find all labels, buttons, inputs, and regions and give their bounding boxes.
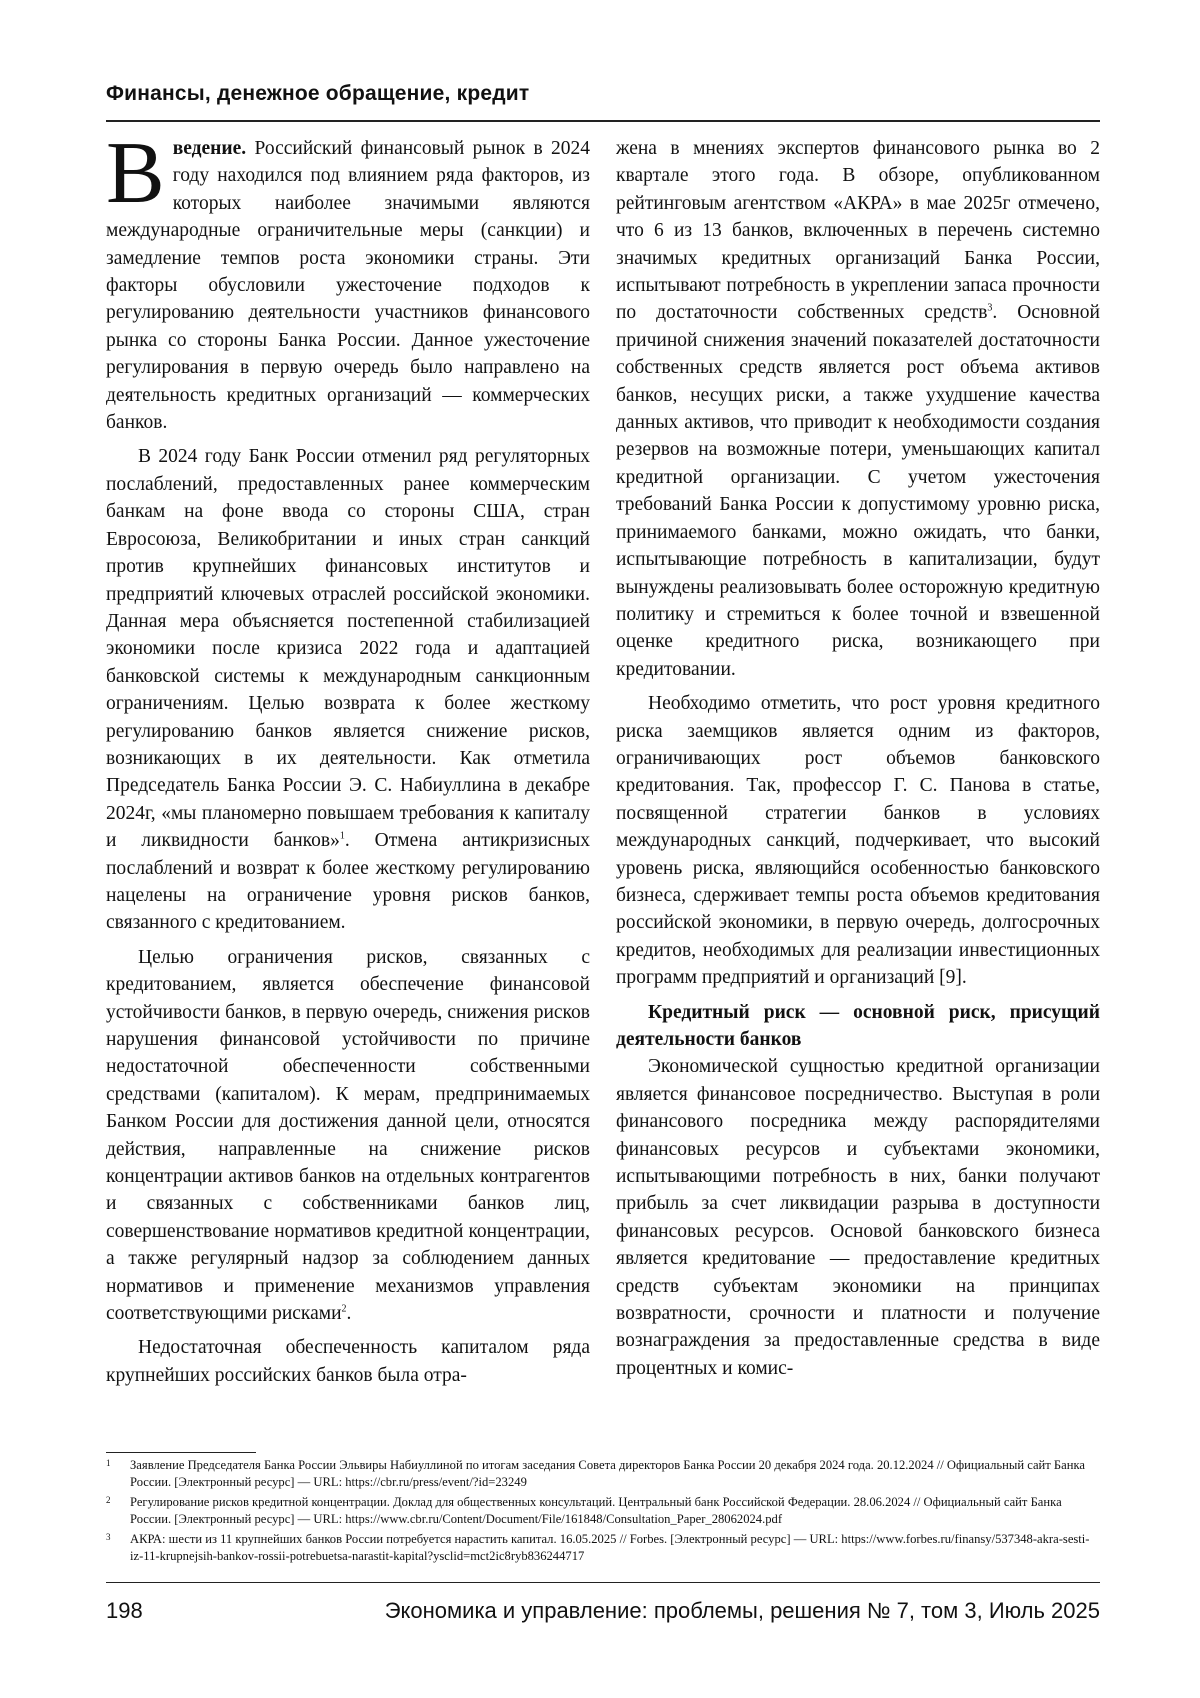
intro-paragraph <box>106 125 590 436</box>
paragraph-text: В 2024 году Банк России отменил ряд регуляторных послаблений, предоставленных ранее коммерческим банкам на фоне ввода со стороны США, стран Евросоюза, Великобритании и иных стран санкций против крупнейших финансовых институтов и предприятий ключевых отраслей российской экономики. Данная мера объясняется постепенной стабилизацией экономики после кризиса 2022 года и адаптацией банковской системы к международным санкционным ограничениям. Целью возврата к более жесткому регулированию банков является снижение рисков, возникающих в их деятельности. Как отметила Председатель Банка России Э. С. Набиуллина в декабре 2024г, «мы планомерно повышаем требования к капиталу и ликвидности банков» <box>106 446 590 852</box>
body-paragraph <box>106 443 590 936</box>
body-paragraph <box>106 1334 590 1389</box>
paragraph-text: Необходимо отметить, что рост уровня кредитного риска заемщиков является одним из факторов, ограничивающих рост объемов банковского кредитования. Так, профессор Г. С. Панова в статье, посвященной стратегии банков в условиях международных санкций, подчеркивает, что высокий уровень риска, являющийся особенностью банковского бизнеса, сдерживает темпы роста объемов кредитования российской экономики, в первую очередь, долгосрочных кредитов, необходимых для реализации инвестиционных программ предприятий и организаций [9]. <box>616 693 1100 989</box>
body-paragraph <box>616 1053 1100 1382</box>
footnote-divider <box>106 1452 256 1453</box>
footnote-number: 2 <box>106 1494 111 1505</box>
footnote-text: АКРА: шести из 11 крупнейших банков России потребуется нарастить капитал. 16.05.2025 // Forbes. [Электронный ресурс] — URL: https://www.forbes.ru/finansy/537348-akra-sesti-iz-11-krupnejsih-bankov-rossii-potrebuetsa-narastit-kapital?ysclid=mct2ic8ryb836244717 <box>130 1531 1090 1564</box>
footnotes <box>106 1457 1100 1567</box>
dropcap-letter: В <box>106 125 165 222</box>
journal-citation: Экономика и управление: проблемы, решения № 7, том 3, Июль 2025 <box>384 1598 1100 1623</box>
paragraph-text: . <box>346 1303 352 1325</box>
right-column <box>616 135 1100 1389</box>
footnote-number: 3 <box>106 1531 111 1542</box>
paragraph-text: жена в мнениях экспертов финансового рынка во 2 квартале этого года. В обзоре, опубликованном рейтинговым агентством «АКРА» в мае 2025г отмечено, что 6 из 13 банков, включенных в перечень системно значимых кредитных организаций Банка России, испытывают потребность в укреплении запаса прочности по достаточности собственных средств <box>616 138 1100 324</box>
footnote <box>106 1531 1100 1566</box>
footer-divider <box>106 1582 1100 1583</box>
footnote-ref[interactable]: 3 <box>987 302 993 314</box>
body-paragraph <box>106 944 590 1328</box>
paragraph-text: Целью ограничения рисков, связанных с кредитованием, является обеспечение финансовой устойчивости банков, в первую очередь, снижения рисков нарушения финансовой устойчивости по причине недостаточной обеспеченности собственными средствами (капиталом). К мерам, предпринимаемых Банком России для достижения данной цели, относятся действия, направленные на снижение рисков концентрации активов банков на отдельных контрагентов и связанных с собственниками банков лиц, совершенствование нормативов кредитной концентрации, а также регулярный надзор за соблюдением данных нормативов и применение механизмов управления соответствующими рисками <box>106 946 590 1325</box>
footnote-text: Регулирование рисков кредитной концентрации. Доклад для общественных консультаций. Центральный банк Российской Федерации. 28.06.2024 // Официальный сайт Банка России. [Электронный ресурс] — URL: https://www.cbr.ru/Content/Document/File/161848/Consultation_Paper_28062024.pdf <box>130 1494 1062 1527</box>
left-column <box>106 125 590 1396</box>
footnote-number: 1 <box>106 1458 111 1468</box>
footnote-ref[interactable]: 2 <box>341 1303 347 1315</box>
section-subheading: Кредитный риск — основной риск, присущий деятельности банков <box>616 1001 1100 1050</box>
paragraph-text: . Основной причиной снижения значений показателей достаточности собственных средств является рост объема активов банков, несущих риски, а также ухудшение качества данных активов, что приводит к необходимости создания резервов на возможные потери, уменьшающих капитал кредитной организации. С учетом ужесточения требований Банка России к допустимому уровню риска, принимаемого банками, можно ожидать, что банки, испытывающие потребность в капитализации, будут вынуждены реализовывать более осторожную кредитную политику и стремиться к более точной и взвешенной оценке кредитного риска, возникающего при кредитовании. <box>616 302 1100 680</box>
body-paragraph <box>616 690 1100 991</box>
section-title: Финансы, денежное обращение, кредит <box>106 82 530 105</box>
intro-lead: ведение. <box>172 138 247 159</box>
header-divider <box>106 120 1100 122</box>
body-paragraph <box>616 135 1100 683</box>
footnote-text: Заявление Председателя Банка России Эльвиры Набиуллиной по итогам заседания Совета директоров Банка России 20 декабря 2024 года. 20.12.2024 // Официальный сайт Банка России. [Электронный ресурс] — URL: https://cbr.ru/press/event/?id=23249 <box>130 1458 1086 1490</box>
paragraph-text: Недостаточная обеспеченность капиталом ряда крупнейших российских банков была отра- <box>106 1337 590 1386</box>
intro-text: Российский финансовый рынок в 2024 году находился под влиянием ряда факторов, из которых наиболее значимыми являются международные ограничительные меры (санкции) и замедление темпов роста экономики страны. Эти факторы обусловили ужесточение подходов к регулированию деятельности участников финансового рынка со стороны Банка России. Данное ужесточение регулирования в первую очередь было направлено на деятельность кредитных организаций — коммерческих банков. <box>106 138 590 434</box>
paragraph-text: Экономической сущностью кредитной организации является финансовое посредничество. Выступая в роли финансового посредника между распорядителями финансовых ресурсов и субъектами экономики, испытывающими потребность в них, банки получают прибыль за счет ликвидации разрыва в доступности финансовых ресурсов. Основой банковского бизнеса является кредитование — предоставление кредитных средств субъектам экономики на принципах возвратности, срочности и платности и получение вознаграждения за предоставленные средства в виде процентных и комис- <box>616 1056 1100 1379</box>
paragraph-text: . Отмена антикризисных послаблений и возврат к более жесткому регулированию нацелены на ограничение уровня рисков банков, связанного с кредитованием. <box>106 830 590 934</box>
page-number: 198 <box>106 1598 143 1623</box>
footnote <box>106 1494 1100 1529</box>
footnote <box>106 1457 1100 1492</box>
footnote-ref[interactable]: 1 <box>339 830 345 842</box>
